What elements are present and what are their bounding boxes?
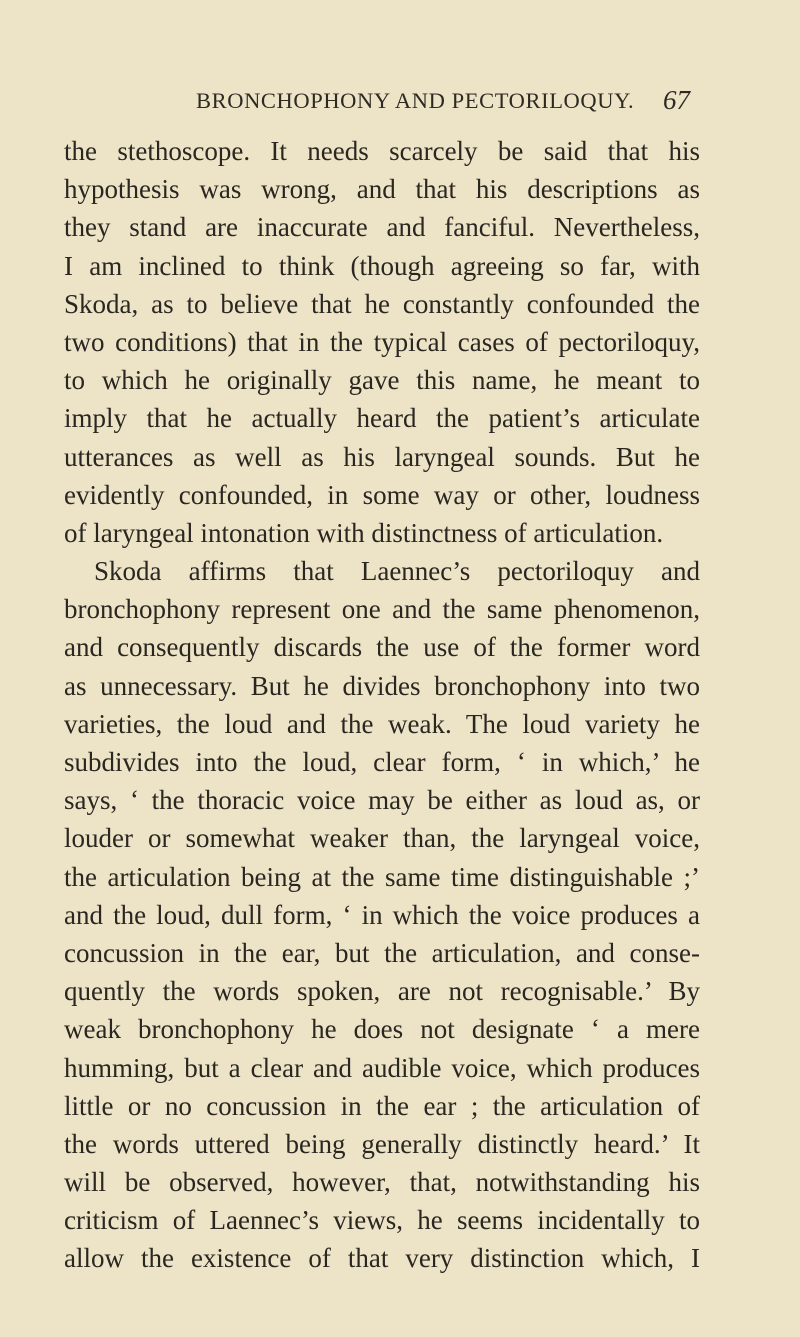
body-text: [64, 132, 700, 1278]
text-line: and the loud, dull form, ‘ in which the voice produces a: [64, 899, 700, 930]
text-line: louder or somewhat weaker than, the laryngeal voice,: [64, 823, 700, 854]
running-title: BRONCHOPHONY AND PECTORILOQUY.: [196, 88, 635, 113]
text-line: to which he originally gave this name, he meant to: [64, 365, 700, 396]
text-line: concussion in the ear, but the articulation, and conse-: [64, 937, 700, 968]
text-line: Skoda, as to believe that he constantly confounded the: [64, 288, 700, 319]
text-line: hypothesis was wrong, and that his descriptions as: [64, 174, 700, 205]
text-line: the words uttered being generally distinctly heard.’ It: [64, 1128, 700, 1159]
text-line: weak bronchophony he does not designate ‘ a mere: [64, 1014, 700, 1045]
text-line: they stand are inaccurate and fanciful. Nevertheless,: [64, 212, 700, 243]
text-line: Skoda affirms that Laennec’s pectoriloquy and: [94, 556, 700, 587]
text-line: criticism of Laennec’s views, he seems incidentally to: [64, 1205, 700, 1236]
text-line: little or no concussion in the ear ; the articulation of: [64, 1090, 700, 1121]
text-line: utterances as well as his laryngeal sounds. But he: [64, 441, 700, 472]
text-line: I am inclined to think (though agreeing so far, with: [64, 250, 700, 281]
page-number: 67: [663, 85, 690, 115]
text-line: says, ‘ the thoracic voice may be either as loud as, or: [64, 785, 700, 816]
text-line: quently the words spoken, are not recognisable.’ By: [64, 976, 700, 1007]
text-line: two conditions) that in the typical cases of pectoriloquy,: [64, 326, 700, 357]
text-line: will be observed, however, that, notwithstanding his: [64, 1167, 700, 1198]
text-line: the articulation being at the same time distinguishable ;’: [64, 861, 700, 892]
text-line: imply that he actually heard the patient’s articulate: [64, 403, 700, 434]
text-line: allow the existence of that very distinction which, I: [64, 1243, 700, 1274]
text-line: humming, but a clear and audible voice, which produces: [64, 1052, 700, 1083]
text-line: varieties, the loud and the weak. The loud variety he: [64, 708, 700, 739]
text-line: bronchophony represent one and the same phenomenon,: [64, 594, 700, 625]
text-line: evidently confounded, in some way or other, loudness: [64, 479, 700, 510]
text-line: the stethoscope. It needs scarcely be said that his: [64, 136, 700, 166]
text-line: subdivides into the loud, clear form, ‘ in which,’ he: [64, 747, 700, 777]
text-line: of laryngeal intonation with distinctness of articulation.: [64, 517, 664, 548]
text-line: and consequently discards the use of the former word: [64, 632, 700, 663]
running-head: [0, 84, 800, 118]
text-line: as unnecessary. But he divides bronchophony into two: [64, 670, 700, 701]
